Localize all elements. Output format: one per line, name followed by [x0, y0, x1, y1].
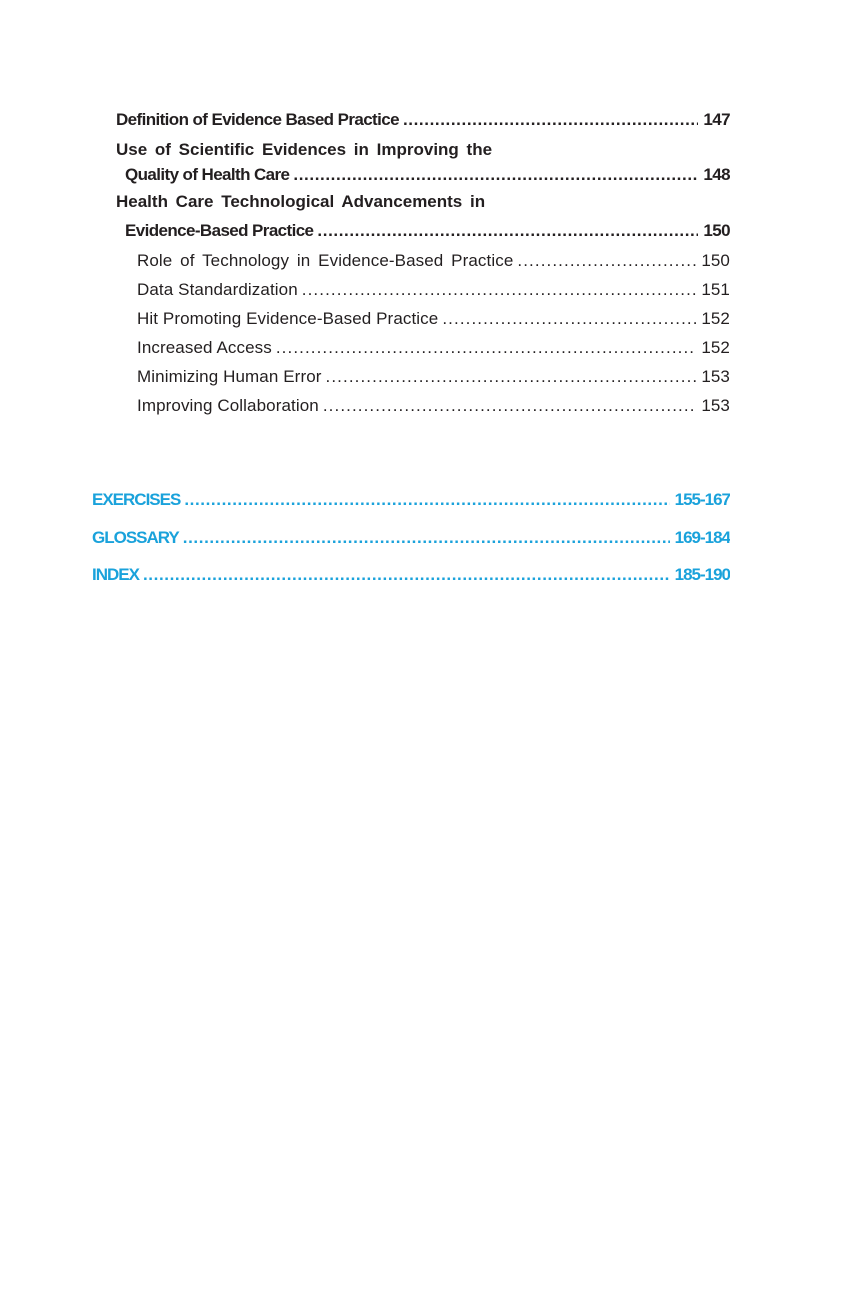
- toc-backmatter-index[interactable]: [92, 564, 730, 586]
- toc-entry[interactable]: [125, 164, 730, 186]
- toc-backmatter-page: 155-167: [674, 490, 730, 509]
- toc-entry-page: 147: [703, 110, 730, 129]
- toc-backmatter-glossary[interactable]: [92, 527, 730, 549]
- toc-subentry[interactable]: [137, 308, 730, 330]
- toc-entry-page: 148: [703, 165, 730, 184]
- toc-backmatter-page: 169-184: [674, 528, 730, 547]
- toc-subentry[interactable]: [137, 279, 730, 301]
- dot-leader: [323, 395, 696, 417]
- toc-subentry-label: Improving Collaboration: [137, 396, 319, 415]
- dot-leader: [317, 220, 698, 242]
- toc-subentry-page: 152: [701, 338, 730, 357]
- dot-leader: [302, 279, 697, 301]
- toc-subentry-page: 151: [701, 280, 730, 299]
- dot-leader: [442, 308, 696, 330]
- toc-subentry[interactable]: [137, 337, 730, 359]
- toc-subentry-page: 153: [701, 367, 730, 386]
- dot-leader: [403, 109, 698, 131]
- dot-leader: [293, 164, 698, 186]
- toc-subentry-label: Minimizing Human Error: [137, 367, 322, 386]
- toc-backmatter-label: GLOSSARY: [92, 528, 179, 547]
- toc-subentry[interactable]: [137, 366, 730, 388]
- toc-backmatter-exercises[interactable]: [92, 489, 730, 511]
- toc-entry-label: Definition of Evidence Based Practice: [116, 110, 399, 129]
- dot-leader: [143, 564, 670, 586]
- toc-entry-label: Quality of Health Care: [125, 165, 290, 184]
- toc-subentry-label: Hit Promoting Evidence-Based Practice: [137, 309, 439, 328]
- toc-entry[interactable]: [116, 109, 730, 131]
- toc-subentry-page: 152: [701, 309, 730, 328]
- toc-entry-heading: Use of Scientific Evidences in Improving the: [116, 140, 493, 159]
- toc-backmatter-page: 185-190: [674, 565, 730, 584]
- dot-leader: [276, 337, 696, 359]
- toc-subentry-page: 150: [701, 251, 730, 270]
- toc-subentry[interactable]: [137, 250, 730, 272]
- dot-leader: [183, 527, 670, 549]
- toc-subentry-label: Role of Technology in Evidence-Based Practice: [137, 251, 514, 270]
- toc-backmatter-label: EXERCISES: [92, 490, 181, 509]
- toc-subentry-page: 153: [701, 396, 730, 415]
- toc-entry-page: 150: [703, 221, 730, 240]
- toc-entry-heading: Health Care Technological Advancements in: [116, 192, 486, 211]
- toc-subentry-label: Increased Access: [137, 338, 272, 357]
- toc-backmatter-label: INDEX: [92, 565, 139, 584]
- toc-entry-label: Evidence-Based Practice: [125, 221, 314, 240]
- dot-leader: [326, 366, 697, 388]
- toc-entry[interactable]: [125, 220, 730, 242]
- toc-subentry-label: Data Standardization: [137, 280, 298, 299]
- dot-leader: [184, 489, 669, 511]
- toc-subentry[interactable]: [137, 395, 730, 417]
- dot-leader: [517, 250, 696, 272]
